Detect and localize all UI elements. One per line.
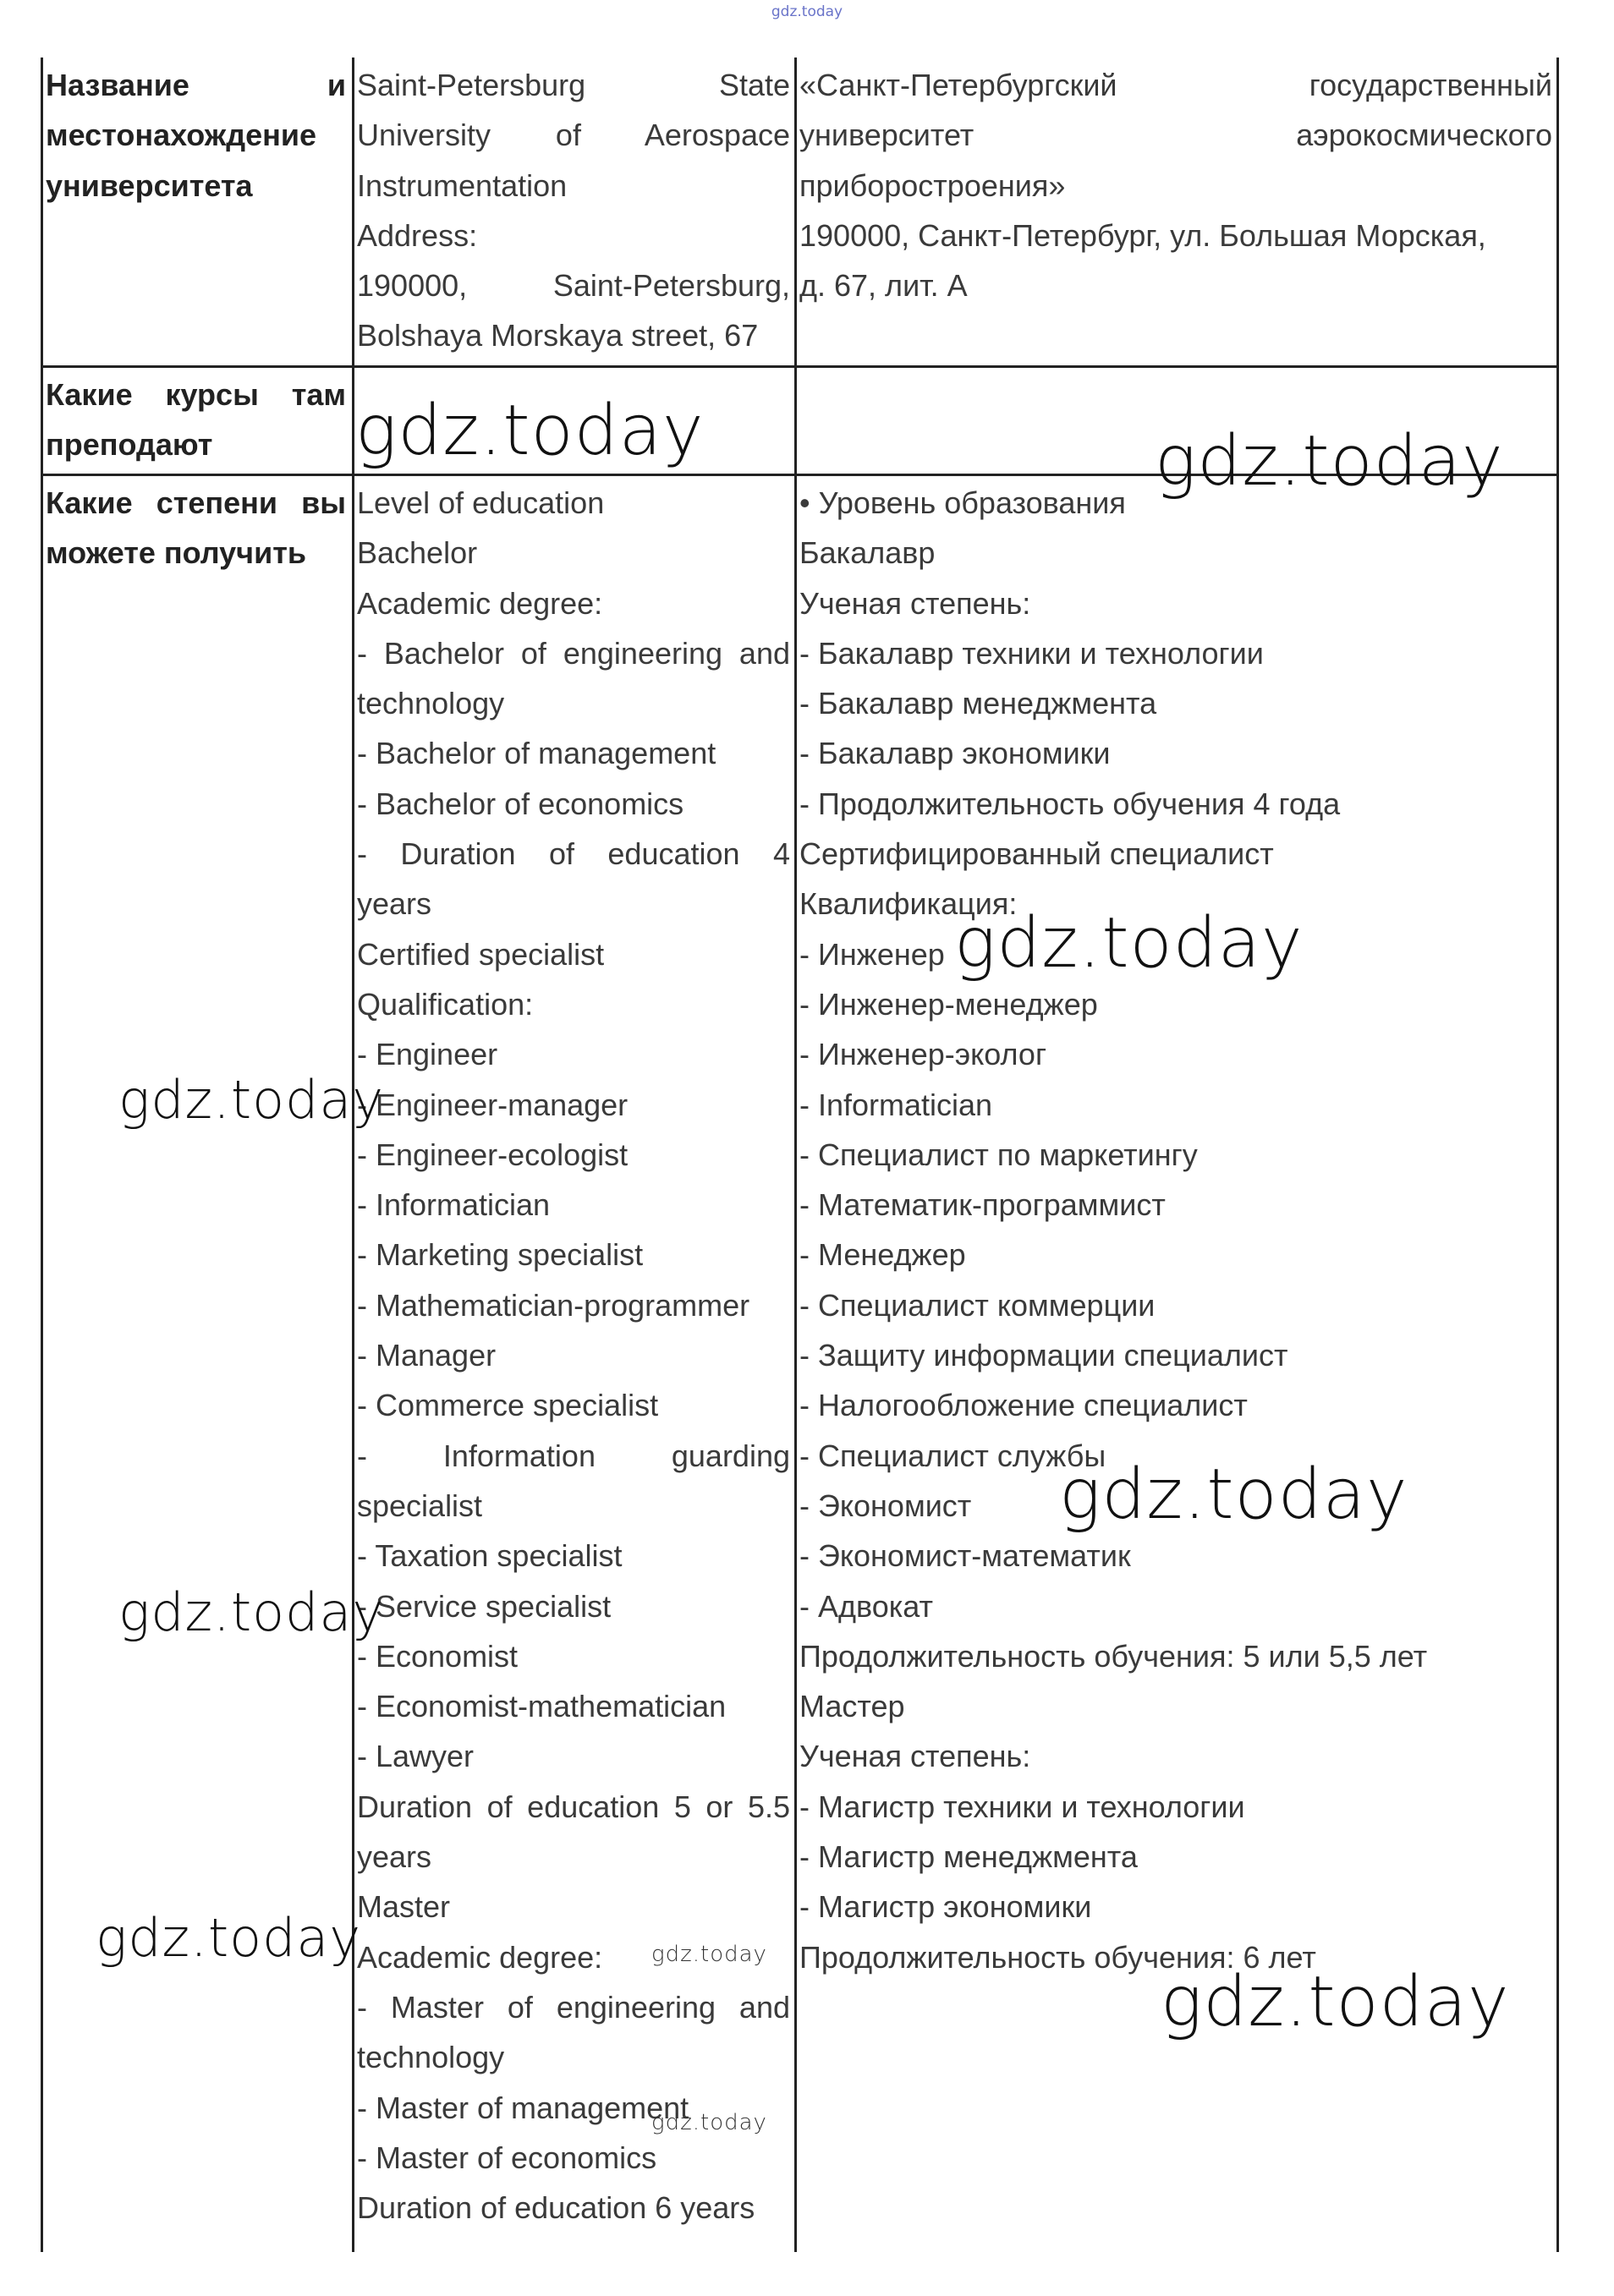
text-line: Address: xyxy=(357,217,478,253)
text-line: - Bachelor of management xyxy=(357,736,716,771)
text-line: - Lawyer xyxy=(357,1739,475,1774)
text-line: - Магистр менеджмента xyxy=(799,1839,1138,1875)
watermark: gdz.today xyxy=(651,2110,767,2135)
watermark: gdz.today xyxy=(118,1069,385,1131)
column-divider-2 xyxy=(794,58,797,2252)
watermark: gdz.today xyxy=(1161,1962,1510,2042)
text-line: Ученая степень: xyxy=(799,585,1031,621)
text-line: 190000, Санкт-Петербург, ул. Большая Морская, xyxy=(799,217,1486,253)
text-line: Мастер xyxy=(799,1689,905,1724)
row-label-line: Какие степени вы xyxy=(46,485,346,520)
text-line: - Economist-mathematician xyxy=(357,1689,727,1724)
text-line: - Бакалавр менеджмента xyxy=(799,686,1157,721)
watermark: gdz.today xyxy=(355,391,705,471)
text-line: приборостроения» xyxy=(799,167,1066,203)
text-line: - Бакалавр экономики xyxy=(799,736,1111,771)
row-label-degrees xyxy=(46,478,346,578)
table-border-right xyxy=(1556,58,1559,2252)
text-line: years xyxy=(357,886,432,922)
watermark: gdz.today xyxy=(651,1942,767,1967)
text-line: Бакалавр xyxy=(799,535,936,571)
text-line: Saint-Petersburg State xyxy=(357,68,790,102)
text-line: years xyxy=(357,1839,432,1875)
text-line: - Marketing specialist xyxy=(357,1237,644,1273)
text-line: - Mathematician-programmer xyxy=(357,1287,750,1323)
text-line: «Санкт-Петербургский государственный xyxy=(799,68,1552,102)
text-line: - Commerce specialist xyxy=(357,1388,659,1423)
text-line: • Уровень образования xyxy=(799,485,1126,520)
text-line: Duration of education 5 or 5.5 xyxy=(357,1789,790,1824)
text-line: - Специалист коммерции xyxy=(799,1287,1156,1323)
text-line: Продолжительность обучения: 5 или 5,5 лет xyxy=(799,1638,1428,1674)
text-line: - Master of economics xyxy=(357,2140,657,2175)
text-line: - Защиту информации специалист xyxy=(799,1338,1288,1373)
watermark: gdz.today xyxy=(1155,421,1504,501)
text-line: - Informatician xyxy=(799,1087,993,1122)
text-line: - Taxation specialist xyxy=(357,1538,623,1574)
text-line: Instrumentation xyxy=(357,167,568,203)
text-line: - Экономист-математик xyxy=(799,1538,1131,1574)
english-text-row-1 xyxy=(357,60,790,361)
text-line: - Economist xyxy=(357,1638,519,1674)
text-line: - Бакалавр техники и технологии xyxy=(799,635,1264,671)
text-line: - Manager xyxy=(357,1338,497,1373)
row-label-line: Какие курсы там xyxy=(46,377,346,412)
text-line: Продолжительность обучения: 6 лет xyxy=(799,1939,1316,1975)
text-line: - Master of management xyxy=(357,2090,689,2125)
row-label-line: можете получить xyxy=(46,535,306,571)
text-line: Квалификация: xyxy=(799,886,1018,922)
text-line: университет аэрокосмического xyxy=(799,118,1552,153)
text-line: - Information guarding xyxy=(357,1438,790,1473)
top-watermark: gdz.today xyxy=(771,3,843,20)
text-line: 190000, Saint-Petersburg, xyxy=(357,268,790,304)
text-line: - Инженер-эколог xyxy=(799,1037,1047,1072)
russian-text-row-3 xyxy=(799,478,1552,1982)
text-line: - Магистр экономики xyxy=(799,1889,1092,1925)
watermark: gdz.today xyxy=(118,1581,385,1643)
watermark: gdz.today xyxy=(1059,1455,1408,1535)
text-line: - Инженер xyxy=(799,936,945,972)
row-label-line: университета xyxy=(46,167,253,203)
text-line: - Налогообложение специалист xyxy=(799,1388,1248,1423)
text-line: technology xyxy=(357,686,505,721)
text-line: - Магистр техники и технологии xyxy=(799,1789,1245,1824)
text-line: Academic degree: xyxy=(357,585,603,621)
text-line: - Engineer-ecologist xyxy=(357,1137,629,1172)
text-line: - Engineer-manager xyxy=(357,1087,629,1122)
text-line: Qualification: xyxy=(357,986,534,1022)
text-line: - Service specialist xyxy=(357,1588,612,1624)
row-label-line: преподают xyxy=(46,427,213,463)
text-line: - Продолжительность обучения 4 года xyxy=(799,786,1341,821)
text-line: - Master of engineering and xyxy=(357,1989,790,2025)
text-line: д. 67, лит. А xyxy=(799,268,968,304)
text-line: - Адвокат xyxy=(799,1588,934,1624)
text-line: - Специалист службы xyxy=(799,1438,1106,1473)
text-line: Сертифицированный специалист xyxy=(799,836,1274,872)
text-line: Certified specialist xyxy=(357,936,605,972)
watermark: gdz.today xyxy=(96,1907,362,1969)
text-line: Master xyxy=(357,1889,451,1925)
text-line: Academic degree: xyxy=(357,1939,603,1975)
text-line: - Informatician xyxy=(357,1187,551,1223)
english-text-row-3 xyxy=(357,478,790,2233)
russian-text-row-1 xyxy=(799,60,1552,310)
text-line: - Менеджер xyxy=(799,1237,966,1273)
text-line: - Инженер-менеджер xyxy=(799,986,1098,1022)
text-line: - Математик-программист xyxy=(799,1187,1166,1223)
row-label-line: Название и xyxy=(46,68,346,102)
text-line: - Bachelor of economics xyxy=(357,786,684,821)
text-line: - Duration of education 4 xyxy=(357,836,790,872)
text-line: - Bachelor of engineering and xyxy=(357,635,790,671)
table-border-left xyxy=(41,58,43,2252)
text-line: technology xyxy=(357,2040,505,2075)
text-line: - Engineer xyxy=(357,1037,498,1072)
row-label-courses xyxy=(46,370,346,470)
text-line: - Экономист xyxy=(799,1488,972,1523)
text-line: Ученая степень: xyxy=(799,1739,1031,1774)
row-label-line: местонахождение xyxy=(46,118,317,153)
text-line: - Специалист по маркетингу xyxy=(799,1137,1198,1172)
text-line: Duration of education 6 years xyxy=(357,2190,755,2226)
text-line: Level of education xyxy=(357,485,605,520)
text-line: University of Aerospace xyxy=(357,118,790,153)
watermark: gdz.today xyxy=(954,903,1304,984)
text-line: Bolshaya Morskaya street, 67 xyxy=(357,318,759,353)
text-line: Bachelor xyxy=(357,535,478,571)
row-divider-1 xyxy=(41,365,1559,368)
row-label-name-location xyxy=(46,60,346,211)
text-line: specialist xyxy=(357,1488,483,1523)
